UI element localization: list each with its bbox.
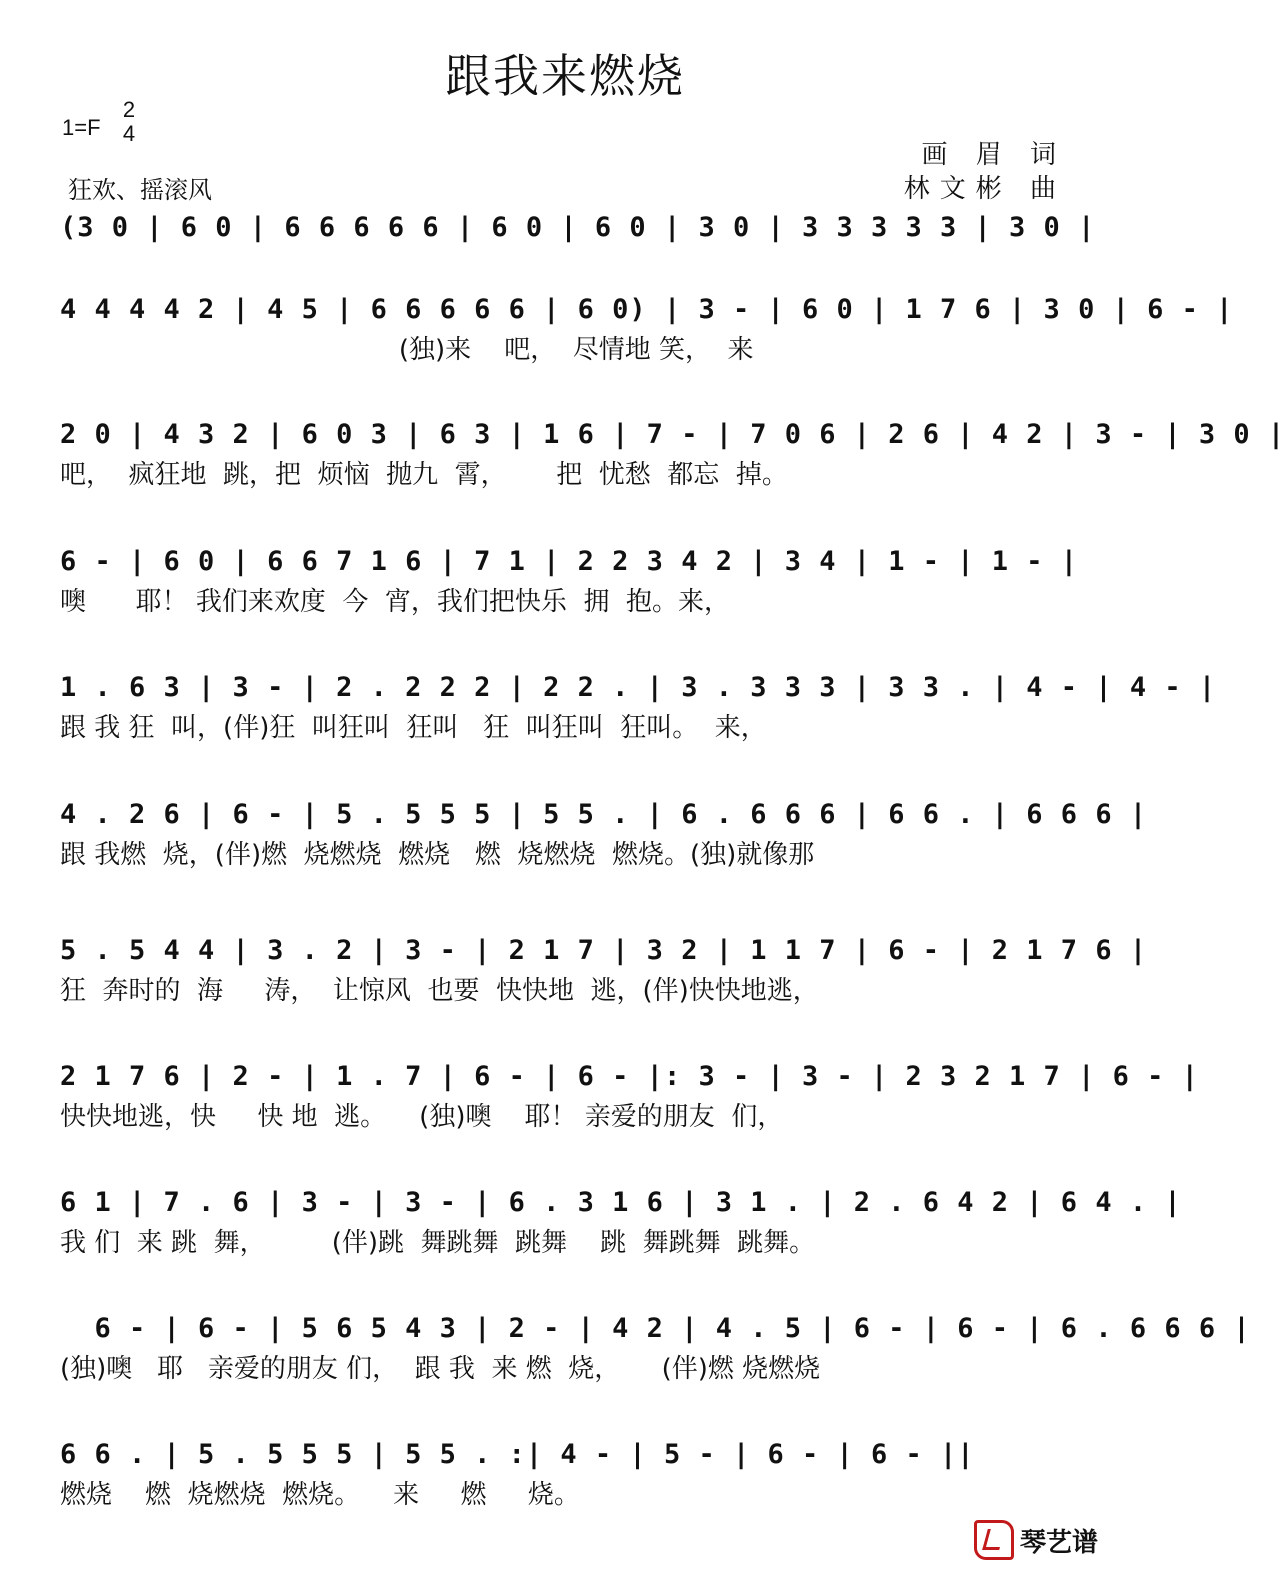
lyric-line: 我 们 来 跳 舞， (伴)跳 舞跳舞 跳舞 跳 舞跳舞 跳舞。	[60, 1228, 816, 1258]
watermark-brand: 琴艺谱	[1019, 1527, 1098, 1558]
key-signature: 1=F	[62, 115, 101, 140]
time-signature-top: 2	[122, 97, 136, 122]
lyric-line: 快快地逃，快 快 地 逃。 (独)噢 耶！ 亲爱的朋友 们，	[60, 1102, 784, 1132]
lyric-line: 跟 我燃 烧，(伴)燃 烧燃烧 燃烧 燃 烧燃烧 燃烧。(独)就像那	[60, 840, 815, 870]
time-signature	[120, 98, 138, 146]
notation-line: 6 - | 6 - | 5 6 5 4 3 | 2 - | 4 2 | 4 . 5 | 6 - | 6 - | 6 . 6 6 6 |	[60, 1313, 1251, 1344]
qinyipu-logo-icon	[974, 1520, 1014, 1560]
notation-line: (3 0 | 6 0 | 6 6 6 6 6 | 6 0 | 6 0 | 3 0 | 3 3 3 3 3 | 3 0 |	[60, 212, 1096, 243]
lyricist-credit: 画 眉 词	[921, 140, 1066, 170]
notation-line: 2 1 7 6 | 2 - | 1 . 7 | 6 - | 6 - |: 3 - | 3 - | 2 3 2 1 7 | 6 - |	[60, 1061, 1199, 1092]
notation-line: 6 6 . | 5 . 5 5 5 | 5 5 . :| 4 - | 5 - | 6 - | 6 - ||	[60, 1439, 975, 1470]
watermark-logo	[974, 1520, 1098, 1560]
notation-line: 5 . 5 4 4 | 3 . 2 | 3 - | 2 1 7 | 3 2 | 1 1 7 | 6 - | 2 1 7 6 |	[60, 935, 1148, 966]
lyric-line: 噢 耶！ 我们来欢度 今 宵，我们把快乐 拥 抱。来，	[60, 587, 730, 617]
lyric-line: (独)噢 耶 亲爱的朋友 们， 跟 我 来 燃 烧， (伴)燃 烧燃烧	[60, 1354, 821, 1384]
composer-credit: 林文彬 曲	[903, 174, 1066, 204]
lyric-line: 狂 奔时的 海 涛， 让惊风 也要 快快地 逃，(伴)快快地逃，	[60, 976, 819, 1006]
notation-line: 6 - | 6 0 | 6 6 7 1 6 | 7 1 | 2 2 3 4 2 | 3 4 | 1 - | 1 - |	[60, 546, 1079, 577]
time-signature-bottom: 4	[122, 121, 136, 146]
lyric-line: 吧， 疯狂地 跳，把 烦恼 抛九 霄， 把 忧愁 都忘 掉。	[60, 460, 788, 490]
page-title: 跟我来燃烧	[445, 49, 685, 103]
notation-line: 4 . 2 6 | 6 - | 5 . 5 5 5 | 5 5 . | 6 . 6 6 6 | 6 6 . | 6 6 6 |	[60, 799, 1148, 830]
lyric-line: 燃烧 燃 烧燃烧 燃烧。 来 燃 烧。	[60, 1480, 580, 1510]
style-marking: 狂欢、摇滚风	[68, 176, 212, 204]
notation-line: 1 . 6 3 | 3 - | 2 . 2 2 2 | 2 2 . | 3 . 3 3 3 | 3 3 . | 4 - | 4 - |	[60, 672, 1217, 703]
notation-line: 2 0 | 4 3 2 | 6 0 3 | 6 3 | 1 6 | 7 - | 7 0 6 | 2 6 | 4 2 | 3 - | 3 0 |	[60, 419, 1285, 450]
lyric-line: (独)来 吧， 尽情地 笑， 来	[60, 335, 754, 365]
notation-line: 4 4 4 4 2 | 4 5 | 6 6 6 6 6 | 6 0) | 3 - | 6 0 | 1 7 6 | 3 0 | 6 - |	[60, 294, 1234, 325]
lyric-line: 跟 我 狂 叫，(伴)狂 叫狂叫 狂叫 狂 叫狂叫 狂叫。 来，	[60, 713, 767, 743]
notation-line: 6 1 | 7 . 6 | 3 - | 3 - | 6 . 3 1 6 | 3 1 . | 2 . 6 4 2 | 6 4 . |	[60, 1187, 1182, 1218]
